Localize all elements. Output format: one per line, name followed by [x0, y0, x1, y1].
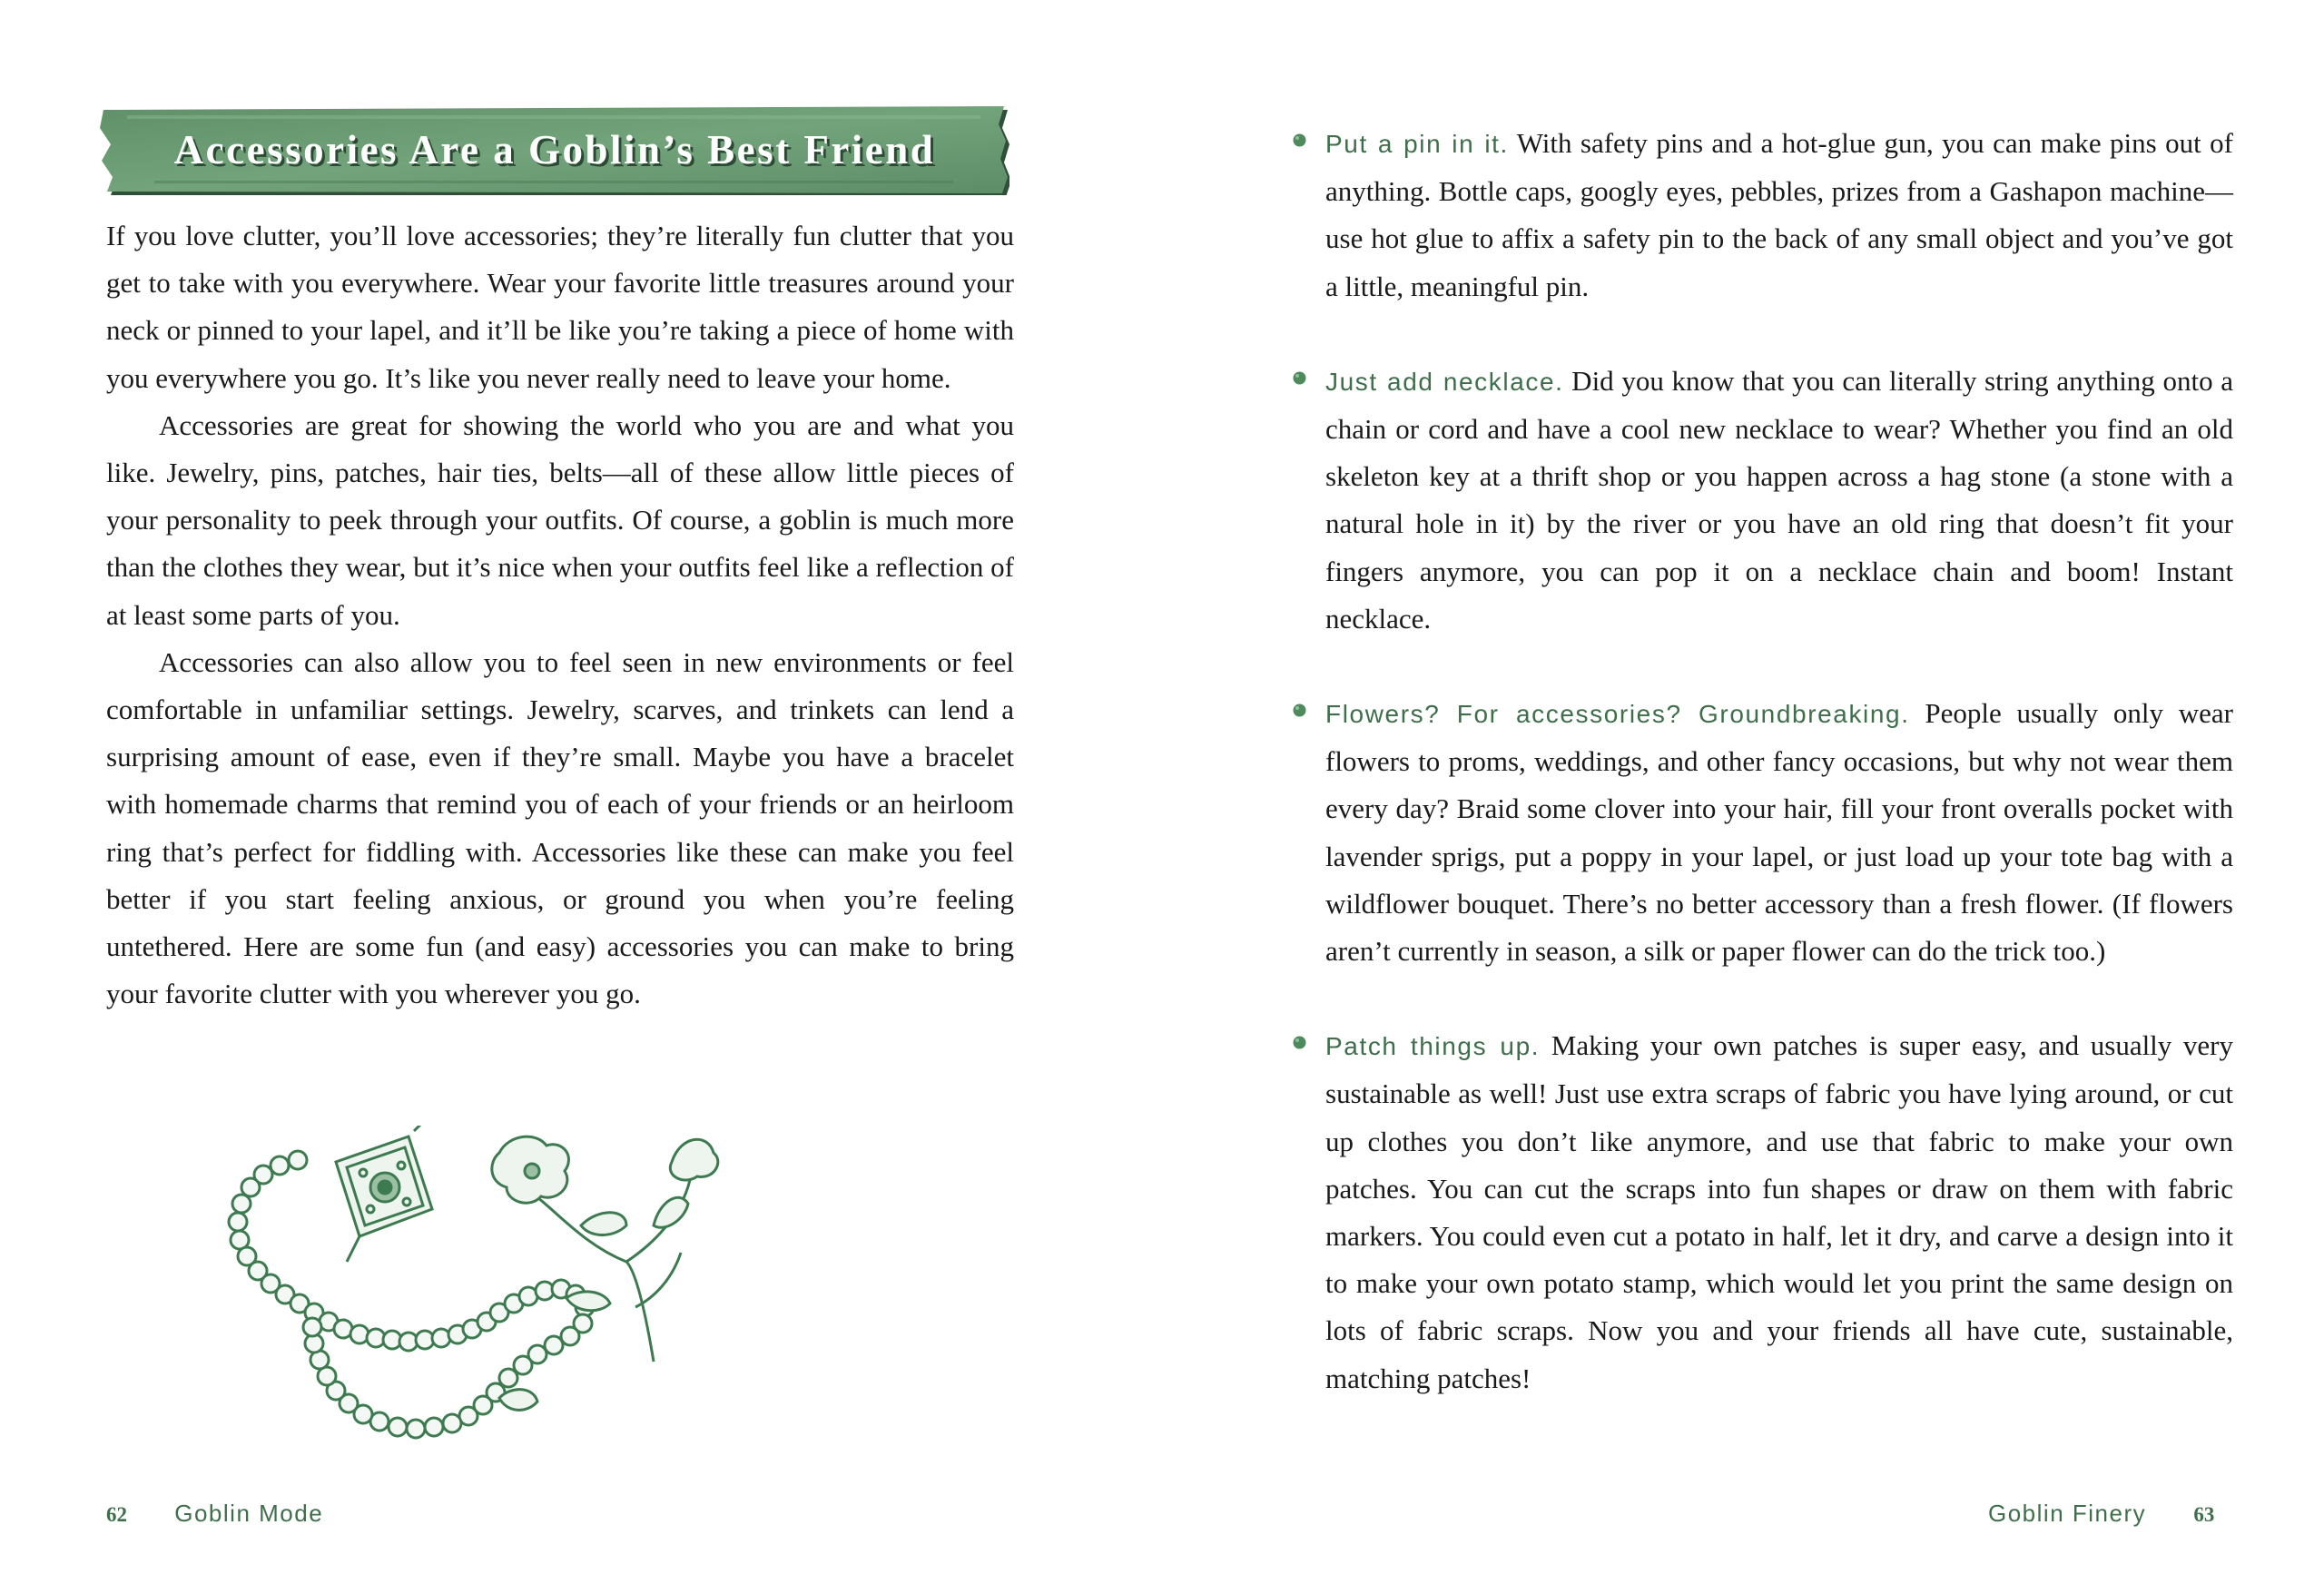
body-text [106, 212, 1014, 1018]
bullet-dot-icon [1292, 133, 1307, 148]
tip-text: With safety pins and a hot-glue gun, you can make pins out of anything. Bottle caps, googly eyes, pebbles, prizes from a Gashapon machine—use hot glue to affix a safety pin to the back of any small object and you’ve got a little, meaningful pin. [1325, 127, 2233, 302]
chapter-title: Goblin Finery [1988, 1500, 2147, 1527]
accessories-illustration [200, 1126, 926, 1480]
list-item [1325, 690, 2233, 975]
tip-text: Did you know that you can literally string anything onto a chain or cord and have a cool new necklace to wear? Whether you find an old skeleton key at a thrift shop or you happen across a hag stone (a stone with a natural hole in it) by the river or you have an old ring that doesn’t fit your fingers anymore, you can pop it on a necklace chain and boom! Instant necklace. [1325, 364, 2233, 635]
tip-lead: Flowers? For accessories? Groundbreaking. [1325, 700, 1910, 729]
paragraph-2: Accessories are great for showing the world who you are and what you like. Jewelry, pins, patches, hair ties, belts—all of these allow little pieces of your personality to peek through your outfits. Of course, a goblin is much more than the clothes they wear, but it’s nice when your outfits feel like a reflection of at least some parts of you. [106, 408, 1014, 631]
book-title: Goblin Mode [174, 1500, 324, 1527]
paragraph-3: Accessories can also allow you to feel seen in new environments or feel comfortable in unfamiliar settings. Jewelry, scarves, and trinkets can lend a surprising amount of ease, even if they’re small. Maybe you have a bracelet with homemade charms that remind you of each of your friends or an heirloom ring that’s perfect for fiddling with. Accessories like these can make you feel better if you start feeling anxious, or ground you when you’re feeling untethered. Here are some fun (and easy) accessories you can make to bring your favorite clutter with you wherever you go. [106, 645, 1014, 1010]
bullet-dot-icon [1292, 703, 1307, 718]
tip-lead: Put a pin in it. [1325, 130, 1509, 158]
tip-lead: Just add necklace. [1325, 367, 1564, 396]
list-item [1325, 120, 2233, 310]
page-heading: Accessories Are a Goblin’s Best Friend [173, 127, 936, 172]
tip-text: People usually only wear flowers to proms, weddings, and other fancy occasions, but why not wear them every day? Braid some clover into your hair, fill your front overalls pocket with lavender sprigs, put a poppy in your lapel, or just load up your tote bag with a wildflower bouquet. There’s no better accessory than a fresh flower. (If flowers aren’t currently in season, a silk or paper flower can do the trick too.) [1325, 697, 2233, 968]
tips-list [1325, 120, 2233, 1450]
page-number: 62 [106, 1503, 127, 1526]
right-folio [1988, 1500, 2214, 1528]
tip-text: Making your own patches is super easy, and usually very sustainable as well! Just use extra scraps of fabric you have lying around, or cut up clothes you don’t like anymore, and use that fabric to make your own patches. You can cut the scraps into fun shapes or draw on them with fabric markers. You could even cut a potato in half, let it dry, and carve a design into it to make your own potato stamp, which would let you print the same design on lots of fabric scraps. Now you and your friends all have cute, sustainable, matching patches! [1325, 1029, 2234, 1394]
bullet-dot-icon [1292, 1035, 1307, 1050]
paragraph-1: If you love clutter, you’ll love accessories; they’re literally fun clutter that you get to take with you everywhere. Wear your favorite little treasures around your neck or pinned to your lapel, and it’ll be like you’re taking a piece of home with you everywhere you go. It’s like you never really need to leave your home. [106, 220, 1014, 394]
page-number: 63 [2193, 1503, 2215, 1526]
left-folio [106, 1500, 323, 1528]
bullet-dot-icon [1292, 370, 1307, 386]
brooch-pin-illustration [336, 1126, 432, 1262]
list-item [1325, 358, 2233, 643]
tip-lead: Patch things up. [1325, 1032, 1541, 1061]
heading-banner [100, 104, 1009, 195]
list-item [1325, 1022, 2233, 1402]
